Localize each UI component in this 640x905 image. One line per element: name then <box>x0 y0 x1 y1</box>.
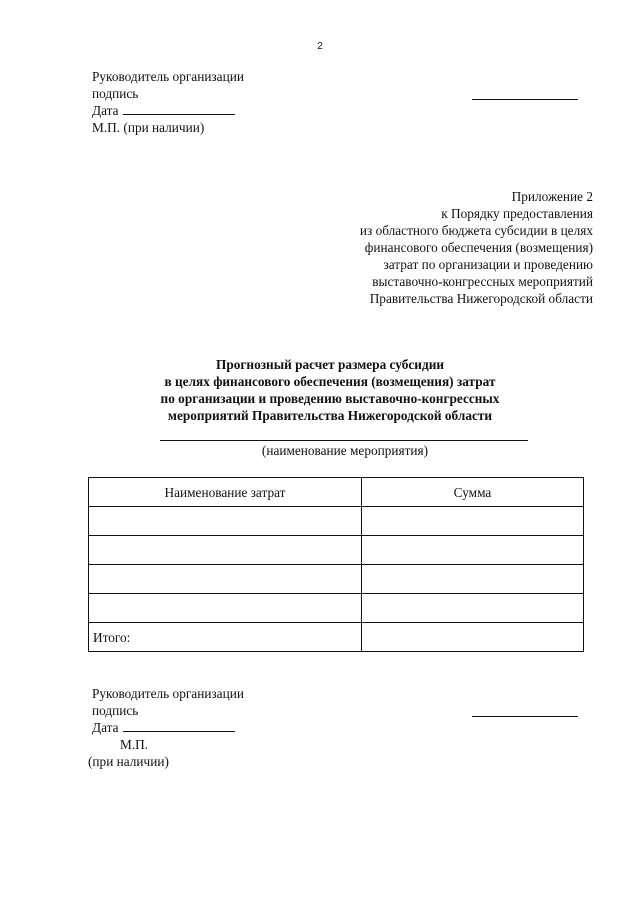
event-name-caption: (наименование мероприятия) <box>261 443 429 458</box>
table-row <box>89 565 584 594</box>
appendix-line: финансового обеспечения (возмещения) <box>364 240 593 255</box>
title-line: в целях финансового обеспечения (возмещения) затрат <box>164 374 496 389</box>
total-row <box>89 623 584 652</box>
appendix-reference <box>360 188 593 307</box>
cost-name-cell <box>89 594 362 623</box>
date-label: Дата <box>92 103 119 118</box>
column-header-cost-name: Наименование затрат <box>89 478 362 507</box>
bottom-signature-block <box>92 685 244 753</box>
top-signature-block <box>92 68 244 136</box>
column-header-amount: Сумма <box>362 478 584 507</box>
signature-label: подпись <box>92 703 139 718</box>
appendix-line: Приложение 2 <box>511 189 593 204</box>
signature-line <box>472 99 578 100</box>
amount-cell <box>362 565 584 594</box>
date-row <box>92 719 244 736</box>
head-label: Руководитель организации <box>92 69 244 84</box>
total-label: Итого: <box>89 623 362 652</box>
table-row <box>89 507 584 536</box>
amount-cell <box>362 594 584 623</box>
head-label: Руководитель организации <box>92 686 244 701</box>
cost-name-cell <box>89 507 362 536</box>
document-title <box>60 356 600 424</box>
seal-label: М.П. <box>120 737 149 752</box>
title-line: Прогнозный расчет размера субсидии <box>215 357 445 372</box>
date-label: Дата <box>92 720 119 735</box>
table-row <box>89 536 584 565</box>
appendix-line: Правительства Нижегородской области <box>369 291 593 306</box>
signature-label: подпись <box>92 86 139 101</box>
cost-table <box>88 477 584 652</box>
title-line: мероприятий Правительства Нижегородской области <box>167 408 493 423</box>
amount-cell <box>362 507 584 536</box>
appendix-line: к Порядку предоставления <box>441 206 593 221</box>
cost-name-cell <box>89 536 362 565</box>
appendix-line: затрат по организации и проведению <box>383 257 593 272</box>
amount-cell <box>362 536 584 565</box>
seal-note: (при наличии) <box>88 754 169 769</box>
seal-label: М.П. (при наличии) <box>92 120 205 135</box>
table-row <box>89 594 584 623</box>
signature-line <box>472 716 578 717</box>
title-line: по организации и проведению выставочно-конгрессных <box>160 391 500 406</box>
appendix-line: из областного бюджета субсидии в целях <box>359 223 593 238</box>
date-field-line <box>123 719 235 732</box>
date-field-line <box>123 102 235 115</box>
total-value-cell <box>362 623 584 652</box>
page-number: 2 <box>317 41 323 52</box>
date-row <box>92 102 244 119</box>
event-name-line <box>160 440 528 441</box>
cost-name-cell <box>89 565 362 594</box>
appendix-line: выставочно-конгрессных мероприятий <box>372 274 593 289</box>
table-header-row <box>89 478 584 507</box>
